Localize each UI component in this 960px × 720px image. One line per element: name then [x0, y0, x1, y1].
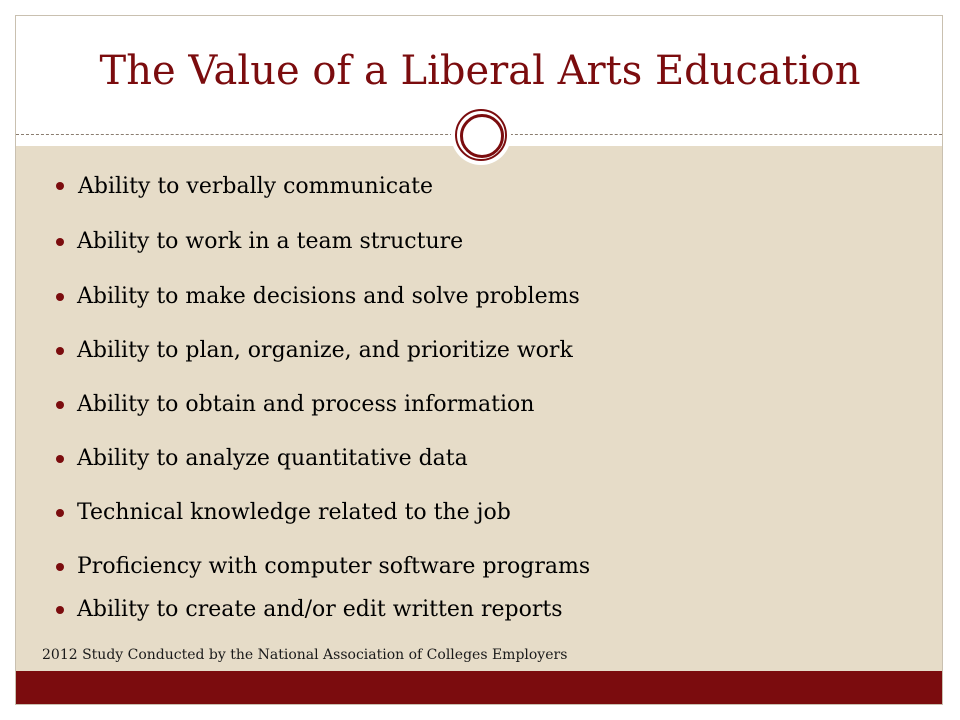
circle-ornament-inner-ring	[460, 114, 504, 158]
bullet-dot-icon	[56, 509, 64, 517]
bullet-item: Ability to verbally communicate	[78, 174, 434, 199]
footer-bar	[16, 671, 942, 704]
bullet-dot-icon	[56, 606, 64, 614]
bullet-item: Ability to obtain and process information	[77, 392, 535, 417]
bullet-dot-icon	[56, 563, 64, 571]
source-note: 2012 Study Conducted by the National Association of Colleges Employers	[42, 647, 568, 663]
bullet-item: Ability to analyze quantitative data	[77, 446, 468, 471]
bullet-item: Ability to plan, organize, and prioritize work	[77, 338, 573, 363]
bullet-item: Technical knowledge related to the job	[77, 500, 511, 525]
bullet-dot-icon	[56, 401, 64, 409]
bullet-item: Proficiency with computer software programs	[77, 554, 591, 579]
bullet-dot-icon	[56, 293, 64, 301]
slide-title: The Value of a Liberal Arts Education	[99, 48, 861, 94]
bullet-item: Ability to create and/or edit written reports	[77, 597, 563, 622]
bullet-dot-icon	[56, 182, 64, 190]
bullet-item: Ability to work in a team structure	[77, 229, 464, 254]
bullet-dot-icon	[56, 347, 64, 355]
bullet-dot-icon	[56, 455, 64, 463]
bullet-item: Ability to make decisions and solve problems	[77, 284, 580, 309]
bullet-dot-icon	[56, 238, 64, 246]
